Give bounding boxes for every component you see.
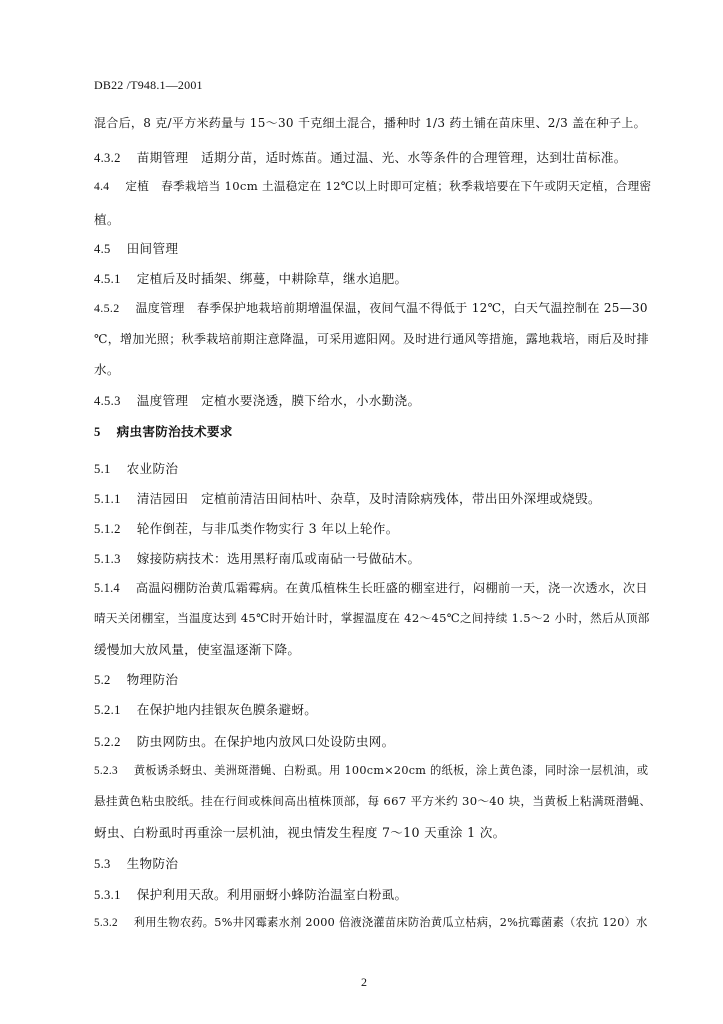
clause-4-5-3: 4.5.3 温度管理 定植水要浇透，膜下给水，小水勤浇。 <box>94 393 421 408</box>
text-line: 悬挂黄色粘虫胶纸。挂在行间或株间高出植株顶部，每 667 平方米约 30～40 块，当黄板上粘满斑潜蝇、 <box>94 794 652 808</box>
section-5-heading: 5 病虫害防治技术要求 <box>94 424 233 439</box>
text-line: 晴天关闭棚室，当温度达到 45℃时开始计时，掌握温度在 42～45℃之间持续 1.5～2 小时，然后从顶部 <box>94 611 650 625</box>
text-line: ℃，增加光照；秋季栽培前期注意降温，可采用遮阳网。及时进行通风等措施，露地栽培，雨后及时排 <box>94 332 649 346</box>
clause-5-1-2: 5.1.2 轮作倒茬，与非瓜类作物实行 3 年以上轮作。 <box>94 521 399 536</box>
clause-5-3: 5.3 生物防治 <box>94 856 179 871</box>
clause-4-5: 4.5 田间管理 <box>94 241 179 256</box>
clause-4-5-1: 4.5.1 定植后及时插架、绑蔓，中耕除草，继水追肥。 <box>94 271 408 286</box>
clause-5-3-1: 5.3.1 保护利用天敌。利用丽蚜小蜂防治温室白粉虱。 <box>94 887 408 902</box>
clause-5-1-1: 5.1.1 清洁园田 定植前清洁田间枯叶、杂草，及时清除病残体，带出田外深埋或烧毁。 <box>94 491 601 506</box>
text-line: 混合后，8 克/平方米药量与 15～30 千克细土混合，播种时 1/3 药土铺在苗床里、2/3 盖在种子上。 <box>94 116 646 130</box>
document-header: DB22 /T948.1—2001 <box>94 78 203 92</box>
clause-5-1: 5.1 农业防治 <box>94 461 179 476</box>
text-line: 缓慢加大放风量，使室温逐渐下降。 <box>94 642 301 657</box>
clause-4-4: 4.4 定植 春季栽培当 10cm 土温稳定在 12℃以上时即可定植；秋季栽培要在下午或阴天定植，合理密 <box>94 179 652 193</box>
page-number: 2 <box>361 975 367 989</box>
clause-5-3-2: 5.3.2 利用生物农药。5%井冈霉素水剂 2000 倍液浇灌苗床防治黄瓜立枯病，2%抗霉菌素（农抗 120）水 <box>94 916 648 929</box>
clause-5-2-3: 5.2.3 黄板诱杀蚜虫、美洲斑潜蝇、白粉虱。用 100cm×20cm 的纸板，涂上黄色漆，同时涂一层机油，或 <box>94 764 649 777</box>
text-line: 植。 <box>94 212 120 227</box>
clause-5-2-2: 5.2.2 防虫网防虫。在保护地内放风口处设防虫网。 <box>94 734 395 749</box>
clause-5-1-4: 5.1.4 高温闷棚防治黄瓜霜霉病。在黄瓜植株生长旺盛的棚室进行，闷棚前一天，浇一次透水，次日 <box>94 581 648 595</box>
clause-5-2: 5.2 物理防治 <box>94 672 179 687</box>
clause-4-3-2: 4.3.2 苗期管理 适期分苗，适时炼苗。通过温、光、水等条件的合理管理，达到壮苗标准。 <box>94 150 627 165</box>
text-line: 水。 <box>94 362 120 377</box>
clause-5-1-3: 5.1.3 嫁接防病技术：选用黑籽南瓜或南砧一号做砧木。 <box>94 551 421 566</box>
clause-4-5-2: 4.5.2 温度管理 春季保护地栽培前期增温保温，夜间气温不得低于 12℃，白天气温控制在 25—30 <box>94 301 648 315</box>
clause-5-2-1: 5.2.1 在保护地内挂银灰色膜条避蚜。 <box>94 702 318 717</box>
text-line: 蚜虫、白粉虱时再重涂一层机油，视虫情发生程度 7～10 天重涂 1 次。 <box>94 825 506 840</box>
